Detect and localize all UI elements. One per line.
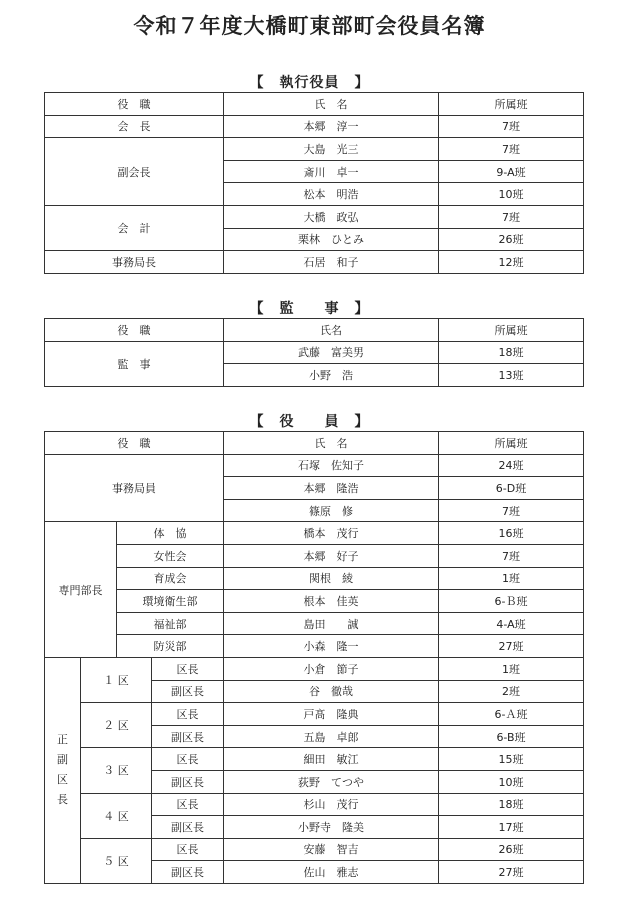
- group-cell: 15班: [439, 748, 584, 771]
- table-row: [45, 703, 584, 726]
- name-cell: 関根 綾: [224, 567, 439, 590]
- header-name: 氏名: [224, 319, 439, 342]
- table-row: [45, 205, 584, 228]
- group-cell: 13班: [439, 364, 584, 387]
- auditors-table: [44, 318, 584, 387]
- group-cell: 7班: [439, 138, 584, 161]
- header-group: 所属班: [439, 93, 584, 116]
- name-cell: 大橋 政弘: [224, 205, 439, 228]
- position-cell: 副区長: [152, 861, 224, 884]
- departments-label: 専門部長: [45, 522, 117, 658]
- name-cell: 根本 佳英: [224, 590, 439, 613]
- header-group: 所属班: [439, 319, 584, 342]
- label-char: 区: [57, 773, 68, 787]
- group-cell: 7班: [439, 115, 584, 138]
- group-cell: 10班: [439, 183, 584, 206]
- page-title: 令和７年度大橋町東部町会役員名簿: [133, 14, 486, 38]
- dept-cell: 防災部: [117, 635, 224, 658]
- table-row: [45, 341, 584, 364]
- name-cell: 本郷 淳一: [224, 115, 439, 138]
- role-cell: 事務局長: [45, 251, 224, 274]
- label-char: 正: [57, 733, 68, 747]
- header-row: [45, 319, 584, 342]
- executive-heading: 【 執行役員 】: [249, 75, 370, 91]
- position-cell: 副区長: [152, 725, 224, 748]
- position-cell: 区長: [152, 703, 224, 726]
- name-cell: 谷 徹哉: [224, 680, 439, 703]
- group-cell: 26班: [439, 228, 584, 251]
- group-cell: 16班: [439, 522, 584, 545]
- group-cell: 7班: [439, 205, 584, 228]
- dept-cell: 体 協: [117, 522, 224, 545]
- table-row: [45, 522, 584, 545]
- table-row: [45, 657, 584, 680]
- group-cell: 7班: [439, 544, 584, 567]
- group-cell: 7班: [439, 499, 584, 522]
- position-cell: 区長: [152, 657, 224, 680]
- table-row: [45, 251, 584, 274]
- name-cell: 橋本 茂行: [224, 522, 439, 545]
- position-cell: 区長: [152, 838, 224, 861]
- name-cell: 小森 隆一: [224, 635, 439, 658]
- name-cell: 武藤 富美男: [224, 341, 439, 364]
- table-row: [45, 612, 584, 635]
- district-heads-label: [45, 657, 81, 883]
- position-cell: 区長: [152, 793, 224, 816]
- group-cell: 18班: [439, 341, 584, 364]
- name-cell: 石居 和子: [224, 251, 439, 274]
- name-cell: 小倉 節子: [224, 657, 439, 680]
- district-cell: ３ 区: [81, 748, 152, 793]
- group-cell: 24班: [439, 454, 584, 477]
- name-cell: 小野寺 隆美: [224, 816, 439, 839]
- name-cell: 本郷 隆浩: [224, 477, 439, 500]
- auditors-heading: 【 監 事 】: [249, 301, 370, 317]
- header-group: 所属班: [439, 432, 584, 455]
- name-cell: 島田 誠: [224, 612, 439, 635]
- table-row: [45, 635, 584, 658]
- group-cell: 1班: [439, 567, 584, 590]
- table-row: [45, 590, 584, 613]
- table-row: [45, 454, 584, 477]
- name-cell: 斎川 卓一: [224, 160, 439, 183]
- table-row: [45, 544, 584, 567]
- group-cell: 17班: [439, 816, 584, 839]
- group-cell: 10班: [439, 770, 584, 793]
- role-cell: 事務局員: [45, 454, 224, 522]
- table-row: [45, 567, 584, 590]
- name-cell: 大島 光三: [224, 138, 439, 161]
- name-cell: 戸髙 隆典: [224, 703, 439, 726]
- group-cell: 9-A班: [439, 160, 584, 183]
- position-cell: 副区長: [152, 770, 224, 793]
- name-cell: 細田 敏江: [224, 748, 439, 771]
- header-row: [45, 93, 584, 116]
- table-row: [45, 748, 584, 771]
- role-cell: 会 計: [45, 205, 224, 250]
- role-cell: 会 長: [45, 115, 224, 138]
- group-cell: 1班: [439, 657, 584, 680]
- dept-cell: 女性会: [117, 544, 224, 567]
- name-cell: 石塚 佐知子: [224, 454, 439, 477]
- table-row: [45, 138, 584, 161]
- position-cell: 副区長: [152, 816, 224, 839]
- name-cell: 小野 浩: [224, 364, 439, 387]
- name-cell: 栗林 ひとみ: [224, 228, 439, 251]
- role-cell: 副会長: [45, 138, 224, 206]
- executive-table: [44, 92, 584, 274]
- group-cell: 6-D班: [439, 477, 584, 500]
- header-role: 役 職: [45, 319, 224, 342]
- dept-cell: 育成会: [117, 567, 224, 590]
- district-cell: １ 区: [81, 657, 152, 702]
- group-cell: 27班: [439, 635, 584, 658]
- label-char: 長: [57, 793, 68, 807]
- group-cell: 2班: [439, 680, 584, 703]
- table-row: [45, 115, 584, 138]
- group-cell: 18班: [439, 793, 584, 816]
- name-cell: 安藤 智吉: [224, 838, 439, 861]
- district-cell: ５ 区: [81, 838, 152, 883]
- table-row: [45, 793, 584, 816]
- name-cell: 篠原 修: [224, 499, 439, 522]
- group-cell: 6-Ｂ班: [439, 590, 584, 613]
- district-cell: ４ 区: [81, 793, 152, 838]
- group-cell: 12班: [439, 251, 584, 274]
- name-cell: 松本 明浩: [224, 183, 439, 206]
- name-cell: 本郷 好子: [224, 544, 439, 567]
- group-cell: 4-A班: [439, 612, 584, 635]
- header-role: 役 職: [45, 93, 224, 116]
- label-char: 副: [57, 753, 68, 767]
- group-cell: 6-Ａ班: [439, 703, 584, 726]
- group-cell: 6-B班: [439, 725, 584, 748]
- dept-cell: 環境衛生部: [117, 590, 224, 613]
- role-cell: 監 事: [45, 341, 224, 386]
- group-cell: 26班: [439, 838, 584, 861]
- table-row: [45, 838, 584, 861]
- district-cell: ２ 区: [81, 703, 152, 748]
- header-row: [45, 432, 584, 455]
- name-cell: 五島 卓郎: [224, 725, 439, 748]
- dept-cell: 福祉部: [117, 612, 224, 635]
- officers-table: [44, 431, 584, 884]
- group-cell: 27班: [439, 861, 584, 884]
- officers-heading: 【 役 員 】: [249, 414, 370, 430]
- name-cell: 杉山 茂行: [224, 793, 439, 816]
- position-cell: 副区長: [152, 680, 224, 703]
- header-name: 氏 名: [224, 93, 439, 116]
- header-role: 役 職: [45, 432, 224, 455]
- header-name: 氏 名: [224, 432, 439, 455]
- name-cell: 荻野 てつや: [224, 770, 439, 793]
- name-cell: 佐山 雅志: [224, 861, 439, 884]
- position-cell: 区長: [152, 748, 224, 771]
